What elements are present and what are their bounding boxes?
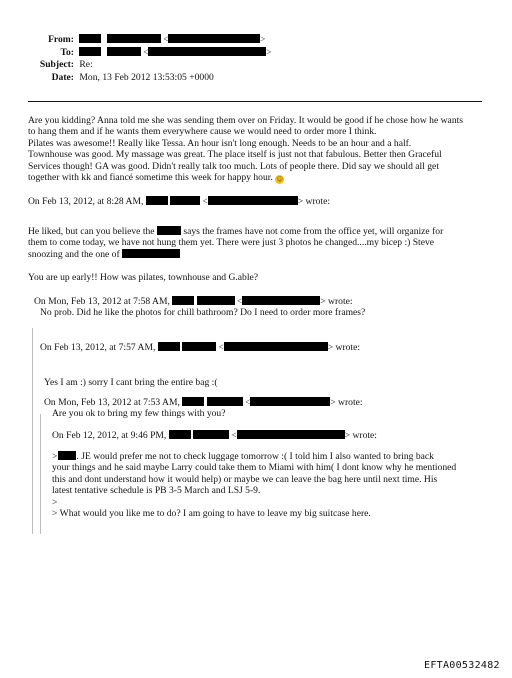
redaction — [158, 342, 180, 351]
redaction — [197, 296, 235, 305]
redaction — [207, 397, 243, 406]
header-from-row: From: < > — [0, 33, 265, 46]
redaction — [193, 430, 229, 439]
from-label: From: — [48, 34, 74, 45]
subject-value: Re: — [79, 59, 93, 70]
quote1-question: You are up early!! How was pilates, townhouse and G.able? — [28, 272, 259, 283]
document-id: EFTA00532482 — [424, 660, 500, 671]
quote1-attribution: On Feb 13, 2012, at 8:28 AM, < > wrote: — [28, 196, 331, 207]
redaction — [172, 296, 194, 305]
redaction — [168, 34, 260, 43]
header-to-row: To: < > — [0, 46, 271, 59]
redaction — [79, 47, 101, 56]
redaction — [182, 397, 204, 406]
redaction — [170, 196, 200, 205]
quote-level-1-bar — [32, 328, 33, 534]
quote2-attribution: On Mon, Feb 13, 2012 at 7:58 AM, < > wrote: — [34, 296, 353, 307]
quote2-body: No prob. Did he like the photos for chill bathroom? Do I need to order more frames? — [40, 307, 366, 318]
redaction — [107, 47, 141, 56]
quote5-attribution: On Feb 12, 2012, at 9:46 PM, < > wrote: — [52, 430, 377, 441]
reply-body: Are you kidding? Anna told me she was sending them over on Friday. It would be good if he chose how he wants to hang them and if he wants them everywhere cause we would need to order more I think. Pilates was awesome!! Really like Tessa. An hour isn't long enough. Needs to be an hour and a half. Townhouse was good. My massage was great. The place itself is just not that fabulous. Better then Graceful Services though! GA was good. Didn't really talk too much. Lots of people there. Did say we should all get together with kk and fiancé sometime this week for happy hour. ☺ — [28, 115, 464, 184]
redaction — [58, 451, 76, 460]
redaction — [79, 34, 101, 43]
quote4-attribution: On Mon, Feb 13, 2012 at 7:53 AM, < > wrote: — [44, 397, 363, 408]
redaction — [242, 296, 320, 305]
redaction — [169, 430, 191, 439]
header-subject-row — [0, 59, 93, 71]
to-label: To: — [60, 47, 74, 58]
redaction — [224, 342, 328, 351]
redaction — [157, 226, 181, 235]
subject-label: Subject: — [39, 59, 74, 70]
header-divider — [28, 101, 482, 102]
quote5-body: > . JE would prefer me not to check luggage tomorrow :( I told him I also wanted to bring back your things and he said maybe Larry could take them to Miami with him( I dont know why he mentioned this and dont understand how it would help) or maybe we can leave the bag here until next time. His latest tentative schedule is PB 3-5 March and LSJ 5-9. > > What would you like me to do? I am going to have to leave my big suitcase here. — [52, 451, 457, 520]
redaction — [122, 249, 180, 258]
redaction — [107, 34, 161, 43]
redaction — [146, 196, 168, 205]
redaction — [148, 47, 266, 56]
quote4-body: Are you ok to bring my few things with you? — [52, 408, 226, 419]
quote1-body: He liked, but can you believe the says the frames have not come from the office yet, will organize for them to come today, we have not hung them yet. There were just 3 photos he changed....my bicep :) Steve snoozing and the one of — [28, 226, 444, 260]
quote-level-2-bar — [40, 414, 41, 534]
redaction — [250, 397, 330, 406]
date-value: Mon, 13 Feb 2012 13:53:05 +0000 — [79, 72, 214, 83]
redaction — [182, 342, 216, 351]
smile-emoji-icon: ☺ — [276, 176, 283, 184]
header-date-row — [0, 72, 214, 84]
quote3-body: Yes I am :) sorry I cant bring the entire bag :( — [44, 377, 218, 388]
quote3-attribution: On Feb 13, 2012, at 7:57 AM, < > wrote: — [40, 342, 361, 353]
redaction — [237, 430, 345, 439]
redaction — [208, 196, 298, 205]
date-label: Date: — [51, 72, 74, 83]
